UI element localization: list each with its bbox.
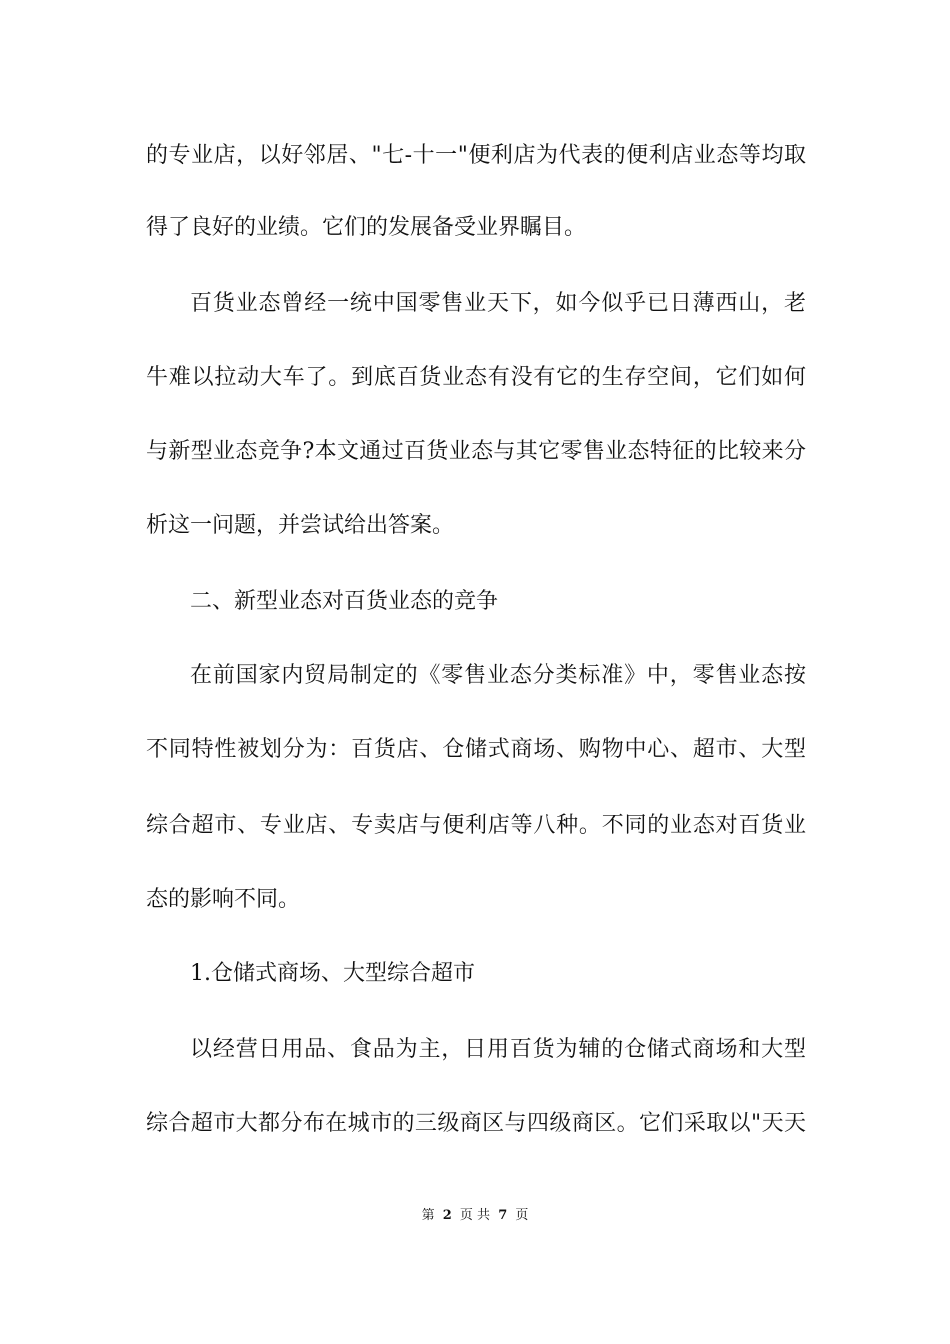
body-line: 在前国家内贸局制定的《零售业态分类标准》中，零售业态按 [190,663,806,688]
current-page-number: 2 [442,1208,452,1223]
body-line: 百货业态曾经一统中国零售业天下，如今似乎已日薄西山，老 [190,291,806,316]
body-line: 不同特性被划分为：百货店、仓储式商场、购物中心、超市、大型 [146,737,806,762]
body-line: 与新型业态竞争?本文通过百货业态与其它零售业态特征的比较来分 [146,439,806,464]
body-line: 牛难以拉动大车了。到底百货业态有没有它的生存空间，它们如何 [146,365,806,390]
section-heading: 二、新型业态对百货业态的竞争 [190,589,499,614]
footer-prefix: 第 [421,1208,435,1223]
total-page-count: 7 [498,1208,508,1223]
body-line: 综合超市、专业店、专卖店与便利店等八种。不同的业态对百货业 [146,813,806,838]
body-line: 以经营日用品、食品为主，日用百货为辅的仓储式商场和大型 [190,1037,806,1062]
footer-middle: 页 共 [459,1208,491,1223]
body-line: 态的影响不同。 [146,887,301,912]
body-line: 析这一问题，并尝试给出答案。 [146,513,455,538]
page-footer [0,1207,950,1225]
body-line: 综合超市大都分布在城市的三级商区与四级商区。它们采取以"天天 [146,1111,806,1136]
body-line: 的专业店，以好邻居、"七-十一"便利店为代表的便利店业态等均取 [146,143,806,168]
footer-suffix: 页 [515,1208,529,1223]
subsection-heading: 1.仓储式商场、大型综合超市 [190,961,475,986]
body-line: 得了良好的业绩。它们的发展备受业界瞩目。 [146,215,587,240]
